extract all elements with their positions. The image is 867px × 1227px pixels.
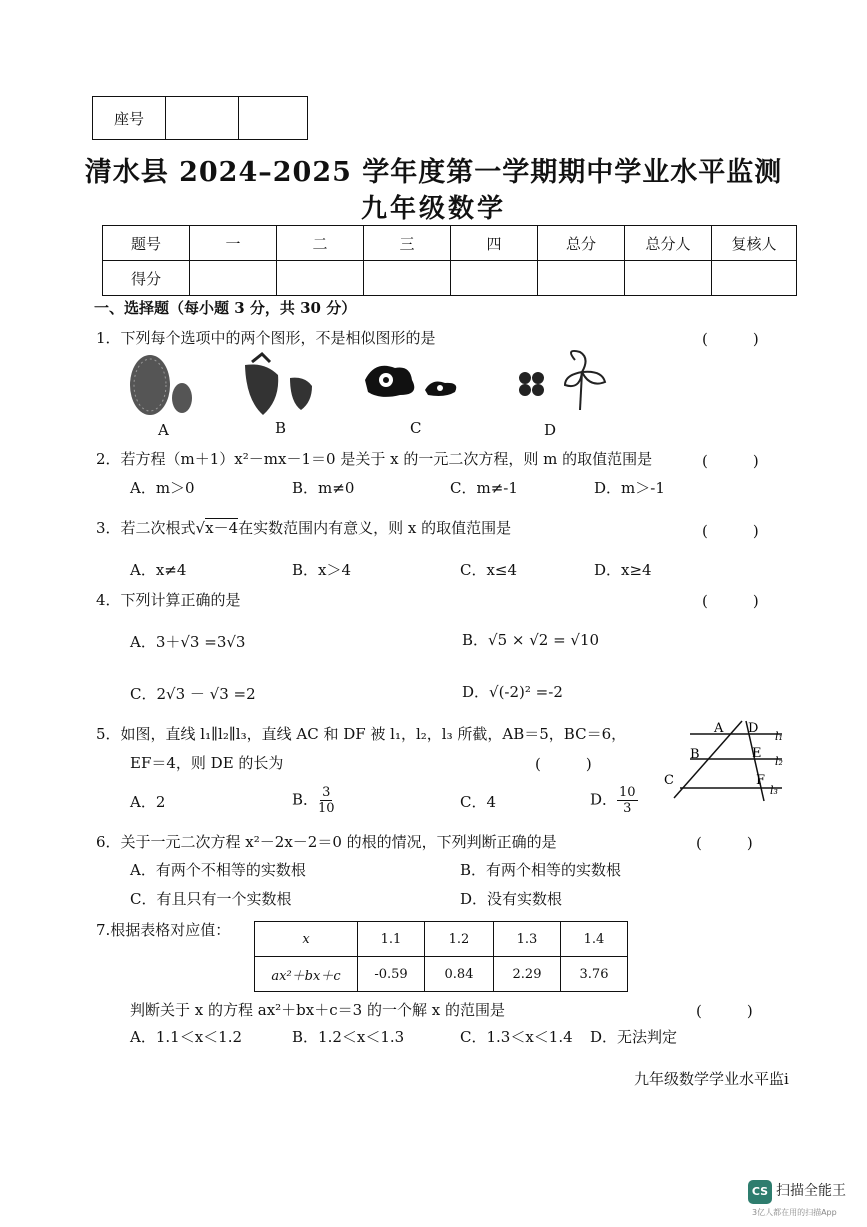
q7-table-cell: 1.1 (358, 922, 425, 957)
q7-value-table (254, 921, 628, 992)
score-header-cell: 总分 (538, 226, 625, 261)
q7-table-row (255, 957, 628, 992)
q7-table-cell: 0.84 (425, 957, 494, 992)
q3-answer-paren: ( ) (702, 522, 759, 540)
fraction-numerator: 3 (322, 785, 331, 800)
q7-option-d: D．无法判定 (590, 1028, 678, 1046)
fraction-denominator: 10 (318, 801, 335, 816)
point-c-label: C (664, 773, 674, 788)
score-header-cell: 一 (190, 226, 277, 261)
watermark-name: 扫描全能王 (776, 1183, 846, 1199)
q3-stem-post: 在实数范围内有意义，则 x 的取值范围是 (238, 519, 512, 537)
q3-option-d: D．x≥4 (594, 561, 652, 579)
q1-label-b: B (275, 419, 287, 437)
strawberry-pair-b-icon (245, 354, 312, 415)
q3-stem (96, 518, 511, 538)
q1-stem: 1．下列每个选项中的两个图形，不是相似图形的是 (96, 329, 436, 347)
point-e-label: E (752, 746, 762, 761)
q5-option-b-prefix: B． (292, 790, 319, 809)
q4-option-d: D．√(-2)² =-2 (462, 683, 563, 701)
point-a-label: A (714, 721, 724, 736)
q2-option-b: B．m≠0 (292, 479, 355, 497)
score-cell (625, 261, 712, 296)
exam-title: 清水县 2024–2025 学年度第一学期期中学业水平监测 (84, 157, 783, 188)
score-header-cell: 二 (277, 226, 364, 261)
score-header-cell: 复核人 (712, 226, 797, 261)
score-cell (277, 261, 364, 296)
q1-label-c: C (410, 419, 422, 437)
q7-table-cell: 1.2 (425, 922, 494, 957)
watermark-subtitle: 3亿人都在用的扫描App (752, 1208, 837, 1217)
seat-label: 座号 (93, 97, 166, 140)
q5-option-c: C．4 (460, 793, 497, 811)
q3-option-a: A．x≠4 (130, 561, 187, 579)
seat-table (92, 96, 308, 140)
q7-judge: 判断关于 x 的方程 ax²＋bx＋c＝3 的一个解 x 的范围是 (130, 1001, 505, 1019)
q6-option-a: A．有两个不相等的实数根 (130, 861, 306, 879)
q1-label-d: D (544, 421, 557, 439)
q5-line2: EF＝4，则 DE 的长为 (130, 754, 284, 772)
q5-line1: 5．如图，直线 l₁∥l₂∥l₃，直线 AC 和 DF 被 l₁，l₂，l₃ 所截，AB＝5，BC＝6， (96, 725, 627, 743)
score-header-cell: 三 (364, 226, 451, 261)
score-header-cell: 四 (451, 226, 538, 261)
q3-stem-pre: 3．若二次根式 (96, 519, 196, 537)
q5-option-b (292, 785, 335, 816)
score-table (102, 225, 797, 296)
point-d-label: D (748, 721, 759, 736)
camscanner-logo-icon: CS (748, 1180, 772, 1204)
q5-option-d (590, 785, 638, 816)
q7-table-row (255, 922, 628, 957)
q7-table-cell: -0.59 (358, 957, 425, 992)
q4-option-a: A．3＋√3 =3√3 (130, 633, 246, 651)
q1-label-a: A (158, 421, 169, 439)
q6-option-c: C．有且只有一个实数根 (130, 890, 292, 908)
sqrt-icon: √ (195, 519, 206, 537)
score-row-label: 得分 (103, 261, 190, 296)
q5-option-a: A．2 (130, 793, 166, 811)
strawberry-pair-a-icon (130, 355, 192, 415)
q7-table-cell: x (255, 922, 358, 957)
q5-option-b-fraction (318, 785, 335, 816)
score-cell (364, 261, 451, 296)
q6-option-d: D．没有实数根 (460, 890, 563, 908)
q7-table-cell: 3.76 (561, 957, 628, 992)
q7-option-c: C．1.3＜x＜1.4 (460, 1028, 573, 1046)
q7-table-cell: 1.4 (561, 922, 628, 957)
point-f-label: F (756, 773, 766, 788)
q7-table-cell: 1.3 (494, 922, 561, 957)
q4-stem: 4．下列计算正确的是 (96, 591, 241, 609)
q6-stem: 6．关于一元二次方程 x²－2x－2＝0 的根的情况，下列判断正确的是 (96, 833, 557, 851)
label-l2: l₂ (775, 755, 783, 768)
q7-table-cell: ax²＋bx＋c (255, 957, 358, 992)
section-heading: 一、选择题（每小题 3 分，共 30 分） (94, 299, 357, 317)
q7-table-cell: 2.29 (494, 957, 561, 992)
q7-stem: 7.根据表格对应值： (96, 921, 231, 939)
q1-answer-paren: ( ) (702, 330, 759, 348)
q6-answer-paren: ( ) (696, 834, 753, 852)
q5-option-d-prefix: D． (590, 790, 618, 809)
clover-d-icon (519, 351, 605, 410)
score-row (103, 261, 797, 296)
score-cell (190, 261, 277, 296)
q4-option-b: B．√5 × √2 = √10 (462, 631, 600, 649)
q3-radicand: x－4 (205, 519, 239, 537)
q7-option-a: A．1.1＜x＜1.2 (130, 1028, 243, 1046)
cloud-pattern-c-icon (365, 366, 456, 397)
q7-answer-paren: ( ) (696, 1002, 753, 1020)
score-cell (712, 261, 797, 296)
q2-option-c: C．m≠-1 (450, 479, 518, 497)
q2-option-d: D．m＞-1 (594, 479, 665, 497)
q1-figures (120, 350, 620, 420)
point-b-label: B (690, 747, 700, 762)
score-header-cell: 总分人 (625, 226, 712, 261)
q5-option-d-fraction (617, 785, 638, 816)
score-cell (451, 261, 538, 296)
q2-option-a: A．m＞0 (130, 479, 195, 497)
label-l1: l₁ (775, 730, 783, 743)
q2-stem: 2．若方程（m＋1）x²－mx－1＝0 是关于 x 的一元二次方程，则 m 的取值范围是 (96, 450, 653, 468)
q4-answer-paren: ( ) (702, 592, 759, 610)
q7-option-b: B．1.2＜x＜1.3 (292, 1028, 405, 1046)
label-l3: l₃ (770, 784, 778, 797)
q3-option-c: C．x≤4 (460, 561, 518, 579)
score-header-cell: 题号 (103, 226, 190, 261)
fraction-denominator: 3 (623, 801, 632, 816)
page-footer: 九年级数学学业水平监i (634, 1070, 789, 1088)
seat-cell-2 (239, 97, 308, 140)
seat-cell-1 (166, 97, 239, 140)
q5-answer-paren: ( ) (535, 755, 592, 773)
exam-subtitle: 九年级数学 (360, 194, 506, 224)
score-cell (538, 261, 625, 296)
q3-option-b: B．x＞4 (292, 561, 352, 579)
q2-answer-paren: ( ) (702, 452, 759, 470)
score-header-row (103, 226, 797, 261)
fraction-numerator: 10 (619, 785, 636, 800)
q6-option-b: B．有两个相等的实数根 (460, 861, 622, 879)
q4-option-c: C．2√3 － √3 =2 (130, 685, 256, 703)
q5-parallel-lines-figure (660, 716, 790, 806)
